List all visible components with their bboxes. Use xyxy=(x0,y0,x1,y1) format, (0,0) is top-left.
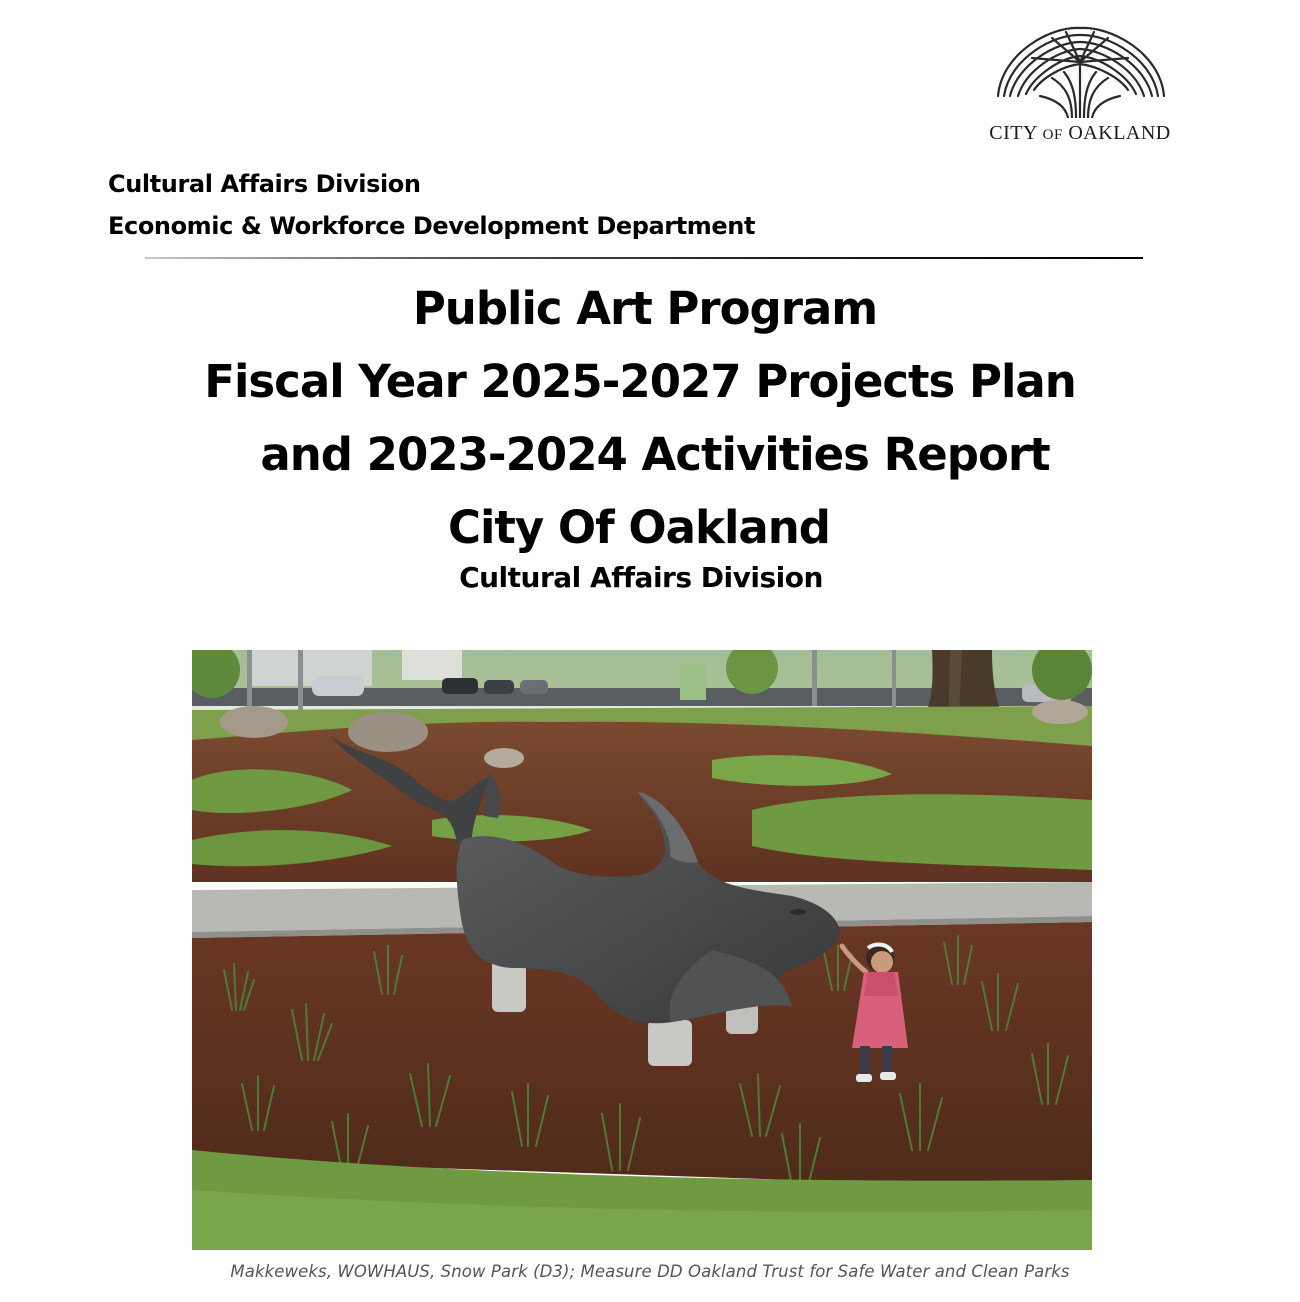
logo-word-city: CITY xyxy=(989,122,1038,144)
title-line-city: City Of Oakland xyxy=(447,501,831,554)
oak-tree-icon xyxy=(992,22,1168,118)
department-header xyxy=(108,163,755,247)
title-line-program: Public Art Program xyxy=(412,282,878,335)
photo-caption: Makkeweks, WOWHAUS, Snow Park (D3); Measure DD Oakland Trust for Safe Water and Clean Parks xyxy=(230,1262,1070,1281)
report-title xyxy=(0,272,1300,596)
logo-wordmark xyxy=(982,122,1178,145)
header-divider xyxy=(145,257,1143,259)
sculpture-park-illustration xyxy=(192,650,1092,1250)
cover-photo xyxy=(192,650,1092,1250)
logo-word-oakland: OAKLAND xyxy=(1068,122,1171,144)
logo-word-of: OF xyxy=(1042,127,1063,143)
title-subtitle: Cultural Affairs Division xyxy=(459,561,823,594)
division-name: Cultural Affairs Division xyxy=(108,170,421,198)
department-name: Economic & Workforce Development Department xyxy=(108,212,756,240)
city-of-oakland-logo xyxy=(982,18,1178,152)
title-line-report: and 2023-2024 Activities Report xyxy=(260,428,1050,481)
title-line-plan: Fiscal Year 2025-2027 Projects Plan xyxy=(204,355,1076,408)
